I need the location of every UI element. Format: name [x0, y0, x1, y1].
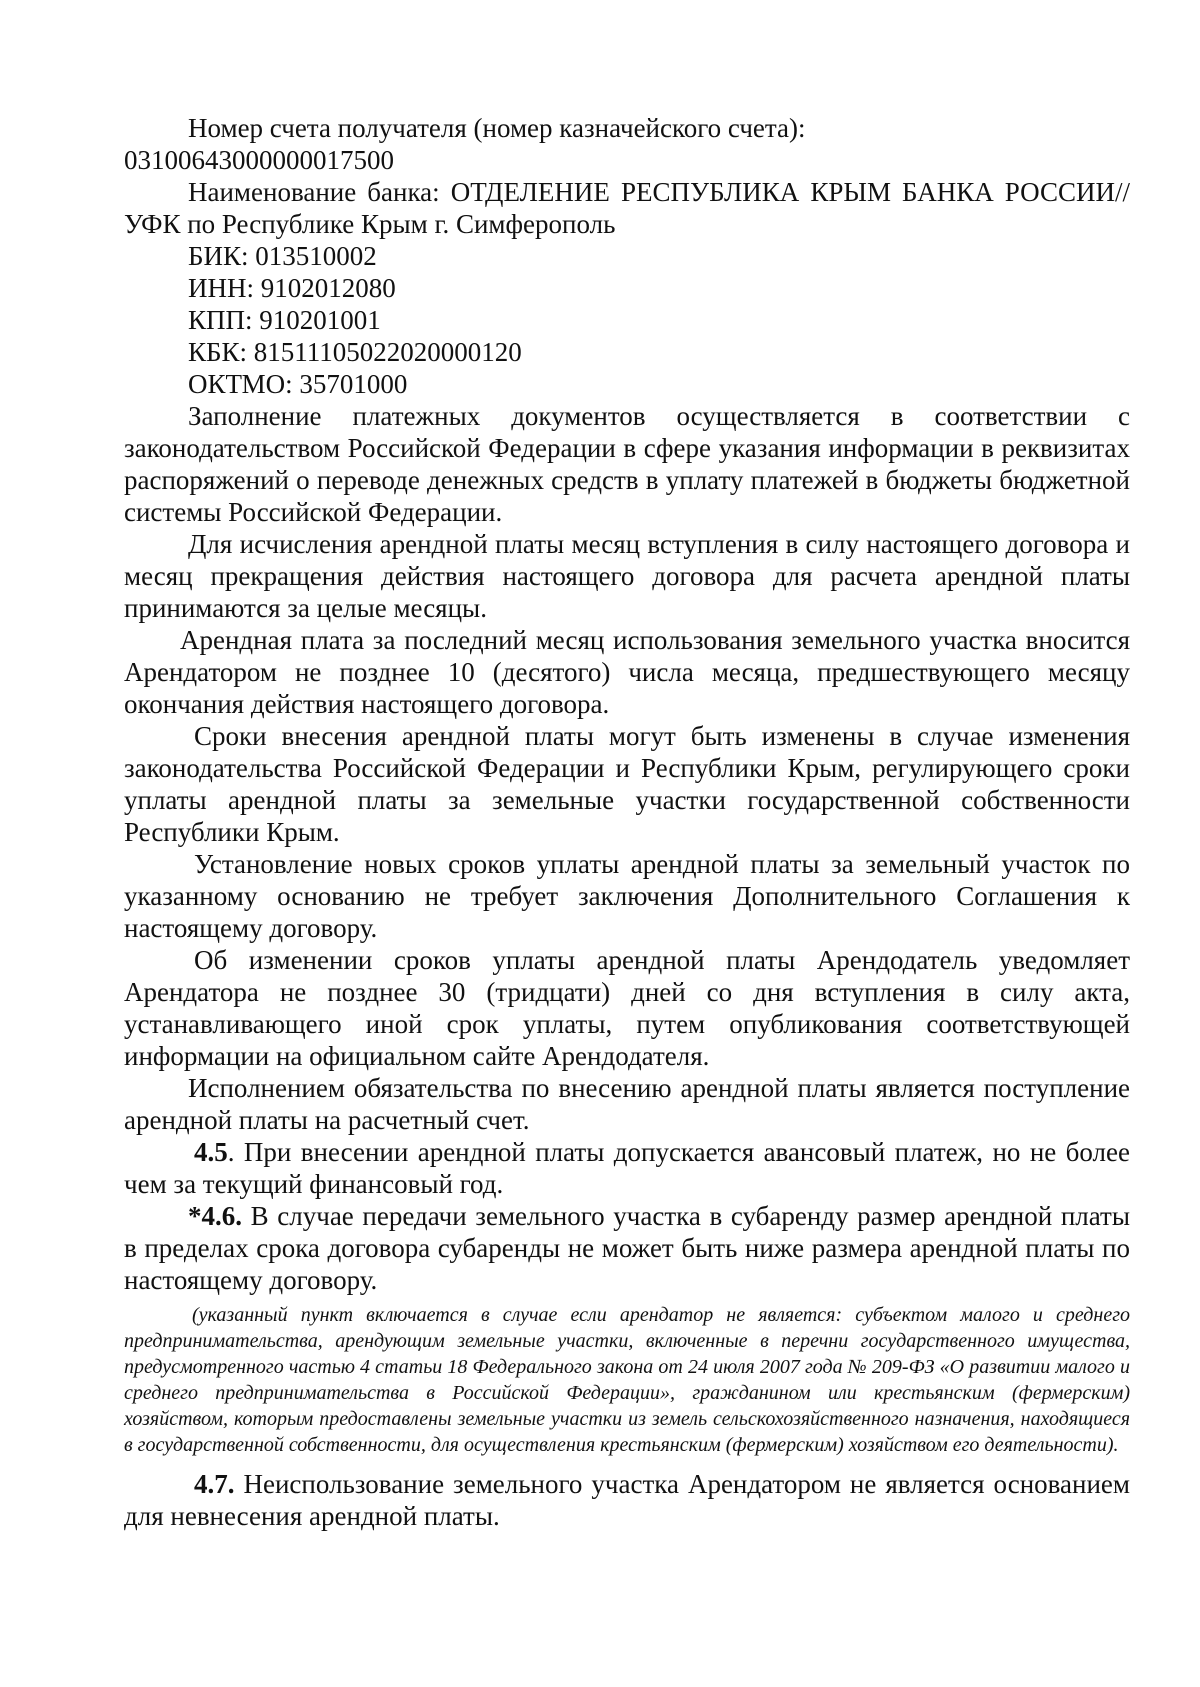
bank-name: Наименование банка: ОТДЕЛЕНИЕ РЕСПУБЛИКА КРЫМ БАНКА РОССИИ//УФК по Республике Крым г. Симферополь	[124, 177, 1130, 239]
account-value: 03100643000000017500	[124, 145, 394, 175]
clause-4-7	[124, 1468, 1130, 1532]
clause-4-6-text: В случае передачи земельного участка в субаренду размер арендной платы в пределах срока договора субаренды не может быть ниже размера арендной платы по настоящему договору.	[124, 1201, 1130, 1295]
clause-4-6	[124, 1200, 1130, 1296]
kbk: КБК: 81511105022020000120	[188, 337, 522, 367]
paragraph-filling: Заполнение платежных документов осуществляется в соответствии с законодательством Российской Федерации в сфере указания информации в реквизитах распоряжений о переводе денежных средств в уплату платежей в бюджеты бюджетной системы Российской Федерации.	[124, 401, 1130, 527]
clause-4-7-text: Неиспользование земельного участка Арендатором не является основанием для невнесения арендной платы.	[124, 1469, 1130, 1531]
clause-4-5-text: . При внесении арендной платы допускается авансовый платеж, но не более чем за текущий финансовый год.	[124, 1137, 1130, 1199]
oktmo: ОКТМО: 35701000	[188, 369, 408, 399]
kpp: КПП: 910201001	[188, 305, 381, 335]
clause-4-6-note: (указанный пункт включается в случае если арендатор не является: субъектом малого и среднего предпринимательства, арендующим земельные участки, включенные в перечни государственного имущества, предусмотренного частью 4 статьи 18 Федерального закона от 24 июля 2007 года № 209-ФЗ «О развитии малого и среднего предпринимательства в Российской Федерации», гражданином или крестьянским (фермерским) хозяйством, которым предоставлены земельные участки из земель сельскохозяйственного назначения, находящиеся в государственной собственности, для осуществления крестьянским (фермерским) хозяйством его деятельности).	[124, 1304, 1130, 1456]
clause-4-6-number: *4.6.	[188, 1201, 242, 1231]
paragraph-calculation: Для исчисления арендной платы месяц вступления в силу настоящего договора и месяц прекращения действия настоящего договора для расчета арендной платы принимаются за целые месяцы.	[124, 529, 1130, 623]
paragraph-last-month: Арендная плата за последний месяц использования земельного участка вносится Арендатором не позднее 10 (десятого) числа месяца, предшествующего месяцу окончания действия настоящего договора.	[124, 625, 1130, 719]
paragraph-terms-change: Сроки внесения арендной платы могут быть изменены в случае изменения законодательства Российской Федерации и Республики Крым, регулирующего сроки уплаты арендной платы за земельные участки государственной собственности Республики Крым.	[124, 721, 1130, 847]
clause-4-7-number: 4.7.	[194, 1469, 235, 1499]
inn: ИНН: 9102012080	[188, 273, 396, 303]
clause-4-5	[124, 1136, 1130, 1200]
paragraph-new-terms: Установление новых сроков уплаты арендной платы за земельный участок по указанному основанию не требует заключения Дополнительного Соглашения к настоящему договору.	[124, 849, 1130, 943]
paragraph-fulfillment: Исполнением обязательства по внесению арендной платы является поступление арендной платы на расчетный счет.	[124, 1073, 1130, 1135]
bik: БИК: 013510002	[188, 241, 377, 271]
paragraph-notify: Об изменении сроков уплаты арендной платы Арендодатель уведомляет Арендатора не позднее 30 (тридцати) дней со дня вступления в силу акта, устанавливающего иной срок уплаты, путем опубликования соответствующей информации на официальном сайте Арендодателя.	[124, 945, 1130, 1071]
clause-4-5-number: 4.5	[194, 1137, 228, 1167]
account-label: Номер счета получателя (номер казначейского счета):	[188, 113, 806, 143]
